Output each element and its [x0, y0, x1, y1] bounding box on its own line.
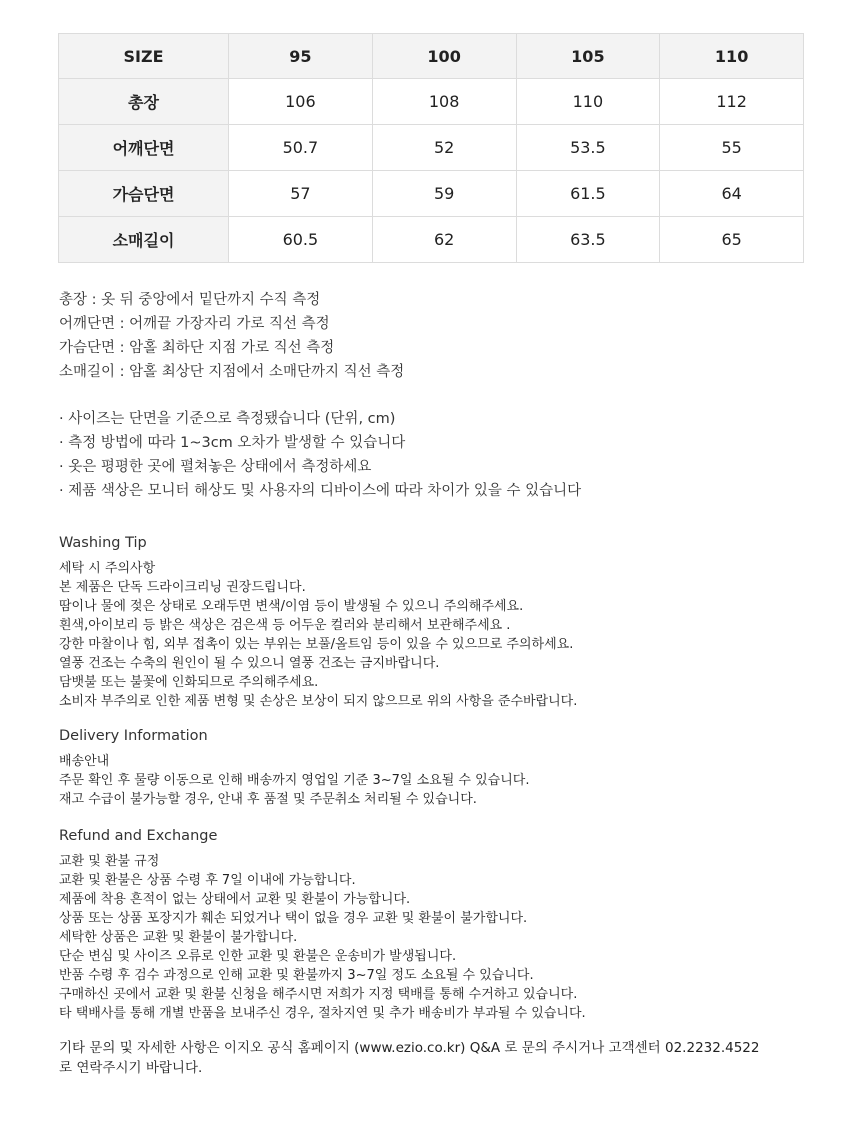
table-cell: 106: [229, 79, 373, 125]
delivery-line: 재고 수급이 불가능할 경우, 안내 후 품절 및 주문취소 처리될 수 있습니다.: [59, 792, 477, 807]
table-cell: 60.5: [229, 217, 373, 263]
footer-line: 로 연락주시기 바랍니다.: [59, 1060, 203, 1076]
size-notes: [59, 407, 581, 503]
table-cell: 52: [372, 125, 516, 171]
size-table-header-row: [59, 34, 804, 79]
washing-line: 흰색,아이보리 등 밝은 색상은 검은색 등 어두운 컬러와 분리해서 보관해주세요 .: [59, 618, 511, 633]
note-item: · 측정 방법에 따라 1~3cm 오차가 발생할 수 있습니다: [59, 435, 406, 451]
contact-footer: [59, 1038, 759, 1078]
note-item: · 옷은 평평한 곳에 펼쳐놓은 상태에서 측정하세요: [59, 459, 372, 475]
table-cell: 62: [372, 217, 516, 263]
measurement-line: 소매길이 : 암홀 최상단 지점에서 소매단까지 직선 측정: [59, 364, 405, 380]
refund-line: 세탁한 상품은 교환 및 환불이 불가합니다.: [59, 930, 298, 945]
table-row: [59, 79, 804, 125]
size-table: [58, 33, 804, 263]
footer-line: 기타 문의 및 자세한 사항은 이지오 공식 홈페이지 (www.ezio.co.kr) Q&A 로 문의 주시거나 고객센터 02.2232.4522: [59, 1040, 760, 1056]
table-cell: 57: [229, 171, 373, 217]
table-row: [59, 217, 804, 263]
refund-line: 구매하신 곳에서 교환 및 환불 신청을 해주시면 저희가 지정 택배를 통해 수거하고 있습니다.: [59, 987, 578, 1002]
row-label-total-length: 총장: [59, 79, 229, 125]
table-cell: 64: [660, 171, 804, 217]
washing-title: Washing Tip: [59, 535, 147, 551]
table-cell: 61.5: [516, 171, 660, 217]
table-cell: 55: [660, 125, 804, 171]
delivery-section: [59, 726, 529, 809]
refund-section: [59, 826, 586, 1023]
measurement-guide: [59, 288, 404, 384]
washing-line: 소비자 부주의로 인한 제품 변형 및 손상은 보상이 되지 않으므로 위의 사항을 준수바랍니다.: [59, 694, 578, 709]
row-label-shoulder: 어깨단면: [59, 125, 229, 171]
table-cell: 65: [660, 217, 804, 263]
table-cell: 59: [372, 171, 516, 217]
table-cell: 112: [660, 79, 804, 125]
size-header-95: 95: [229, 34, 373, 79]
refund-subtitle: 교환 및 환불 규정: [59, 854, 160, 869]
refund-line: 교환 및 환불은 상품 수령 후 7일 이내에 가능합니다.: [59, 873, 356, 888]
row-label-chest: 가슴단면: [59, 171, 229, 217]
table-row: [59, 125, 804, 171]
refund-line: 타 택배사를 통해 개별 반품을 보내주신 경우, 절차지연 및 추가 배송비가 부과될 수 있습니다.: [59, 1006, 586, 1021]
size-header-110: 110: [660, 34, 804, 79]
table-cell: 110: [516, 79, 660, 125]
size-header-105: 105: [516, 34, 660, 79]
delivery-subtitle: 배송안내: [59, 754, 110, 769]
measurement-line: 가슴단면 : 암홀 최하단 지점 가로 직선 측정: [59, 340, 335, 356]
table-cell: 50.7: [229, 125, 373, 171]
table-cell: 53.5: [516, 125, 660, 171]
measurement-line: 어깨단면 : 어깨끝 가장자리 가로 직선 측정: [59, 316, 330, 332]
note-item: · 사이즈는 단면을 기준으로 측정됐습니다 (단위, cm): [59, 411, 396, 427]
delivery-title: Delivery Information: [59, 728, 208, 744]
table-cell: 63.5: [516, 217, 660, 263]
refund-title: Refund and Exchange: [59, 828, 218, 844]
refund-line: 상품 또는 상품 포장지가 훼손 되었거나 택이 없을 경우 교환 및 환불이 불가합니다.: [59, 911, 528, 926]
washing-line: 열풍 건조는 수축의 원인이 될 수 있으니 열풍 건조는 금지바랍니다.: [59, 656, 440, 671]
washing-tip-section: [59, 533, 577, 711]
note-item: · 제품 색상은 모니터 해상도 및 사용자의 디바이스에 따라 차이가 있을 수 있습니다: [59, 483, 582, 499]
size-header-100: 100: [372, 34, 516, 79]
refund-line: 제품에 착용 흔적이 없는 상태에서 교환 및 환불이 가능합니다.: [59, 892, 411, 907]
measurement-line: 총장 : 옷 뒤 중앙에서 밑단까지 수직 측정: [59, 292, 321, 308]
washing-line: 땀이나 물에 젖은 상태로 오래두면 변색/이염 등이 발생될 수 있으니 주의해주세요.: [59, 599, 524, 614]
table-cell: 108: [372, 79, 516, 125]
table-row: [59, 171, 804, 217]
size-header-label: SIZE: [59, 34, 229, 79]
washing-line: 강한 마찰이나 힘, 외부 접촉이 있는 부위는 보풀/올트임 등이 있을 수 있으므로 주의하세요.: [59, 637, 574, 652]
row-label-sleeve: 소매길이: [59, 217, 229, 263]
washing-subtitle: 세탁 시 주의사항: [59, 561, 156, 576]
refund-line: 반품 수령 후 검수 과정으로 인해 교환 및 환불까지 3~7일 정도 소요될 수 있습니다.: [59, 968, 534, 983]
washing-line: 담뱃불 또는 불꽃에 인화되므로 주의해주세요.: [59, 675, 319, 690]
delivery-line: 주문 확인 후 물량 이동으로 인해 배송까지 영업일 기준 3~7일 소요될 수 있습니다.: [59, 773, 530, 788]
washing-line: 본 제품은 단독 드라이크리닝 권장드립니다.: [59, 580, 306, 595]
refund-line: 단순 변심 및 사이즈 오류로 인한 교환 및 환불은 운송비가 발생됩니다.: [59, 949, 457, 964]
